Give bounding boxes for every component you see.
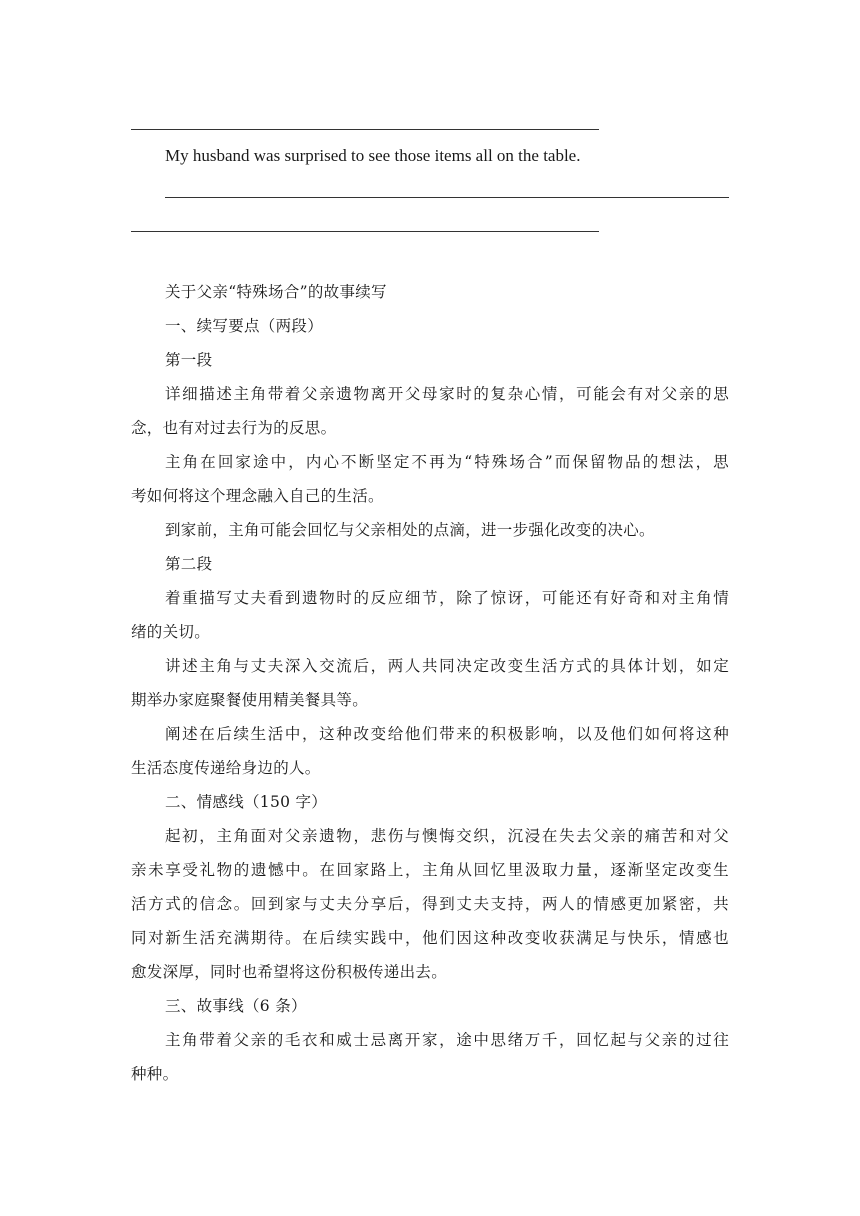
- part2-heading: 二、情感线（150 字）: [165, 793, 328, 811]
- para2-item2-line2: 期举办家庭聚餐使用精美餐具等。: [131, 691, 369, 709]
- part2-text-line1: 起初，主角面对父亲遗物，悲伤与懊悔交织，沉浸在失去父亲的痛苦和对父: [165, 827, 729, 845]
- para2-label: 第二段: [165, 555, 213, 573]
- writing-line: [131, 129, 599, 130]
- para1-item2-line1: 主角在回家途中，内心不断坚定不再为“特殊场合”而保留物品的想法，思: [165, 453, 729, 471]
- section-title: 关于父亲“特殊场合”的故事续写: [165, 283, 387, 301]
- writing-line: [131, 231, 599, 232]
- para1-item1-line1: 详细描述主角带着父亲遗物离开父母家时的复杂心情，可能会有对父亲的思: [165, 385, 729, 403]
- part2-text-line5: 愈发深厚，同时也希望将这份积极传递出去。: [131, 963, 448, 981]
- para1-item1-line2: 念，也有对过去行为的反思。: [131, 419, 337, 437]
- part2-text-line2: 亲未享受礼物的遗憾中。在回家路上，主角从回忆里汲取力量，逐渐坚定改变生: [131, 861, 729, 879]
- part2-text-line4: 同对新生活充满期待。在后续实践中，他们因这种改变收获满足与快乐，情感也: [131, 929, 729, 947]
- prompt-sentence: My husband was surprised to see those items all on the table.: [165, 146, 581, 165]
- para1-item2-line2: 考如何将这个理念融入自己的生活。: [131, 487, 384, 505]
- writing-line: [165, 197, 729, 198]
- para2-item1-line1: 着重描写丈夫看到遗物时的反应细节，除了惊讶，可能还有好奇和对主角情: [165, 589, 729, 607]
- part2-text-line3: 活方式的信念。回到家与丈夫分享后，得到丈夫支持，两人的情感更加紧密，共: [131, 895, 729, 913]
- para2-item2-line1: 讲述主角与丈夫深入交流后，两人共同决定改变生活方式的具体计划，如定: [165, 657, 729, 675]
- part3-item1-line2: 种种。: [131, 1065, 179, 1083]
- part3-item1-line1: 主角带着父亲的毛衣和威士忌离开家，途中思绪万千，回忆起与父亲的过往: [165, 1031, 729, 1049]
- para1-label: 第一段: [165, 351, 213, 369]
- para2-item1-line2: 绪的关切。: [131, 623, 211, 641]
- part3-heading: 三、故事线（6 条）: [165, 997, 307, 1015]
- para2-item3-line2: 生活态度传递给身边的人。: [131, 759, 321, 777]
- para2-item3-line1: 阐述在后续生活中，这种改变给他们带来的积极影响，以及他们如何将这种: [165, 725, 729, 743]
- para1-item3: 到家前，主角可能会回忆与父亲相处的点滴，进一步强化改变的决心。: [165, 521, 655, 539]
- part1-heading: 一、续写要点（两段）: [165, 317, 324, 335]
